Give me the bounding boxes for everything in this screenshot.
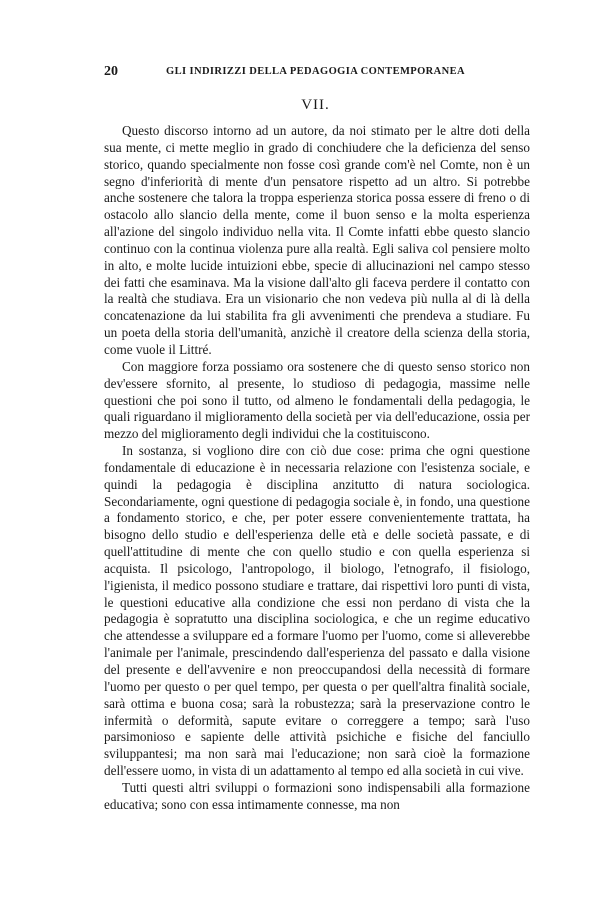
paragraph: Tutti questi altri sviluppi o formazioni sono indispensabili alla formazione educativa; sono con essa intimamente connesse, ma non [104,779,530,812]
body-text [104,123,530,814]
page-header [104,64,534,84]
paragraph: Con maggiore forza possiamo ora sostenere che di questo senso storico non dev'essere sfornito, al presente, lo studioso di pedagogia, massime nelle questioni che poi sono il tutto, od almeno le fondamentali della pedagogia, le quali riguardano il miglioramento della società per via dell'educazione, ossia per mezzo del miglioramento degli individui che la costituiscono. [104,358,530,442]
page-number: 20 [104,64,118,79]
paragraph: Questo discorso intorno ad un autore, da noi stimato per le altre doti della sua mente, ci mette meglio in grado di conchiudere che la deficienza del senso storico, quando specialmente non fosse così grande com'è nel Comte, non è un segno d'inferiorità di mente d'un pensatore rispetto ad un altro. Si potrebbe anche sostenere che talora la troppa esperienza storica possa essere di freno o di ostacolo allo slancio della mente, come il buon senso e la molta esperienza all'azione del singolo individuo nella vita. Il Comte infatti ebbe questo slancio continuo con la continua violenza pure alla realtà. Egli saliva col pensiere molto in alto, e molte lucide intuizioni ebbe, specie di allucinazioni nel campo stesso dei fatti che esaminava. Ma la visione dall'alto gli faceva perdere il contatto con la realtà che studiava. Era un visionario che non vedeva più nulla al di là della concatenazione da lui stabilita fra gli avvenimenti che prendeva a studiare. Fu un poeta della storia dell'umanità, anzichè il creatore della scienza della storia, come vuole il Littré. [104,123,530,357]
paragraph: In sostanza, si vogliono dire con ciò due cose: prima che ogni questione fondamentale di educazione è in necessaria relazione con l'esistenza sociale, e quindi la pedagogia è disciplina anzitutto di natura sociologica. Secondariamente, ogni questione di pedagogia sociale è, in fondo, una questione a fondamento storico, e che, per poter essere convenientemente trattata, ha bisogno dello studio e dell'esperienza delle età e delle società passate, e di quell'attitudine di mente che con quello studio e con quella esperienza si acquista. Il psicologo, l'antropologo, il biologo, l'etnografo, il fisiologo, l'igienista, il medico possono studiare e trattare, dai rispettivi loro punti di vista, le questioni educative alla condizione che essi non perdano di vista che la pedagogia è sopratutto una disciplina sociologica, e che un regime educativo che attendesse a sviluppare ed a formare l'uomo per l'uomo, come si alleverebbe l'animale per l'animale, prescindendo dall'esperienza del passato e dalla visione del presente e dell'avvenire e non preoccupandosi della necessità di formare l'uomo per questo o per quel tempo, per questa o per quell'altra finalità sociale, sarà ottima e buona cosa; sarà la robustezza; sarà la preservazione contro le infermità o deformità, sapute evitare o correggere a tempo; sarà l'uso parsimonioso e sapiente delle attività psichiche e fisiche del fanciullo sviluppantesi; ma non sarà mai l'educazione; non sarà cioè la formazione dell'essere uomo, in vista di un adattamento al tempo ed alla società in cui vive. [104,443,530,779]
chapter-heading: VII. [301,97,330,113]
running-title: GLI INDIRIZZI DELLA PEDAGOGIA CONTEMPORANEA [166,66,465,77]
